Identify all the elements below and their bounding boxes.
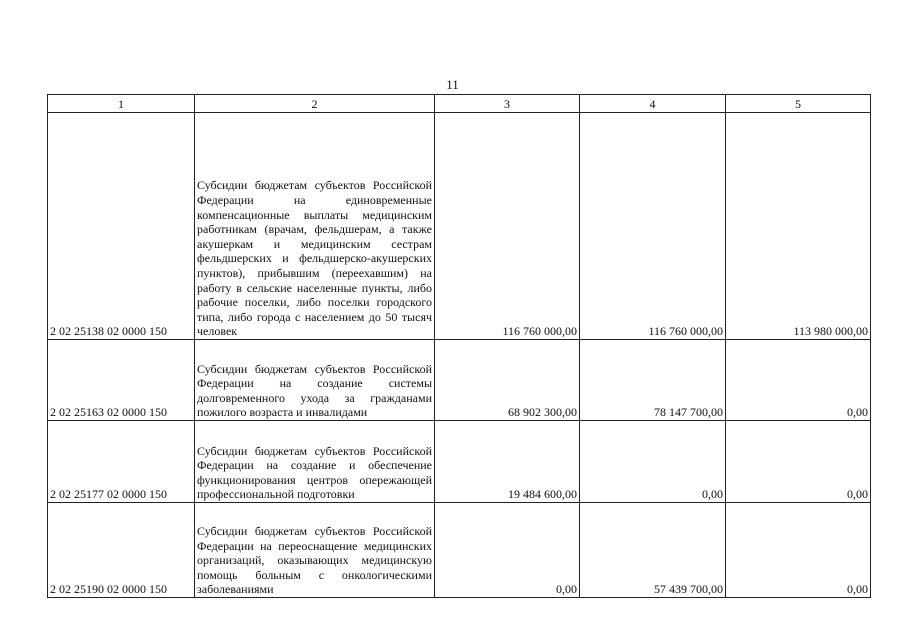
table-row [48,421,871,503]
row-value-col3: 0,00 [435,503,580,598]
row-value-col5: 0,00 [726,340,871,421]
row-code: 2 02 25177 02 0000 150 [48,421,195,503]
page-number: 11 [446,77,459,92]
column-header-2: 2 [195,95,435,113]
row-code: 2 02 25163 02 0000 150 [48,340,195,421]
row-code: 2 02 25190 02 0000 150 [48,503,195,598]
column-header-4: 4 [580,95,726,113]
row-value-col5: 113 980 000,00 [726,113,871,340]
row-description: Субсидии бюджетам субъектов Российской Федерации на создание и обеспечение функционирования центров опережающей профессиональной подготовки [195,421,435,503]
row-code: 2 02 25138 02 0000 150 [48,113,195,340]
row-value-col4: 78 147 700,00 [580,340,726,421]
table-row [48,113,871,340]
row-description: Субсидии бюджетам субъектов Российской Федерации на создание системы долговременного ухода за гражданами пожилого возраста и инвалидами [195,340,435,421]
row-value-col3: 68 902 300,00 [435,340,580,421]
row-description: Субсидии бюджетам субъектов Российской Федерации на переоснащение медицинских организаций, оказывающих медицинскую помощь больным с онкологическими заболеваниями [195,503,435,598]
column-header-1: 1 [48,95,195,113]
column-header-3: 3 [435,95,580,113]
row-value-col5: 0,00 [726,503,871,598]
row-value-col5: 0,00 [726,421,871,503]
row-value-col4: 116 760 000,00 [580,113,726,340]
column-header-5: 5 [726,95,871,113]
row-value-col3: 19 484 600,00 [435,421,580,503]
budget-table [47,94,871,598]
row-description: Субсидии бюджетам субъектов Российской Федерации на единовременные компенсационные выплаты медицинским работникам (врачам, фельдшерам, а также акушеркам и медицинским сестрам фельдшерских и фельдшерско-акушерских пунктов), прибывшим (переехавшим) на работу в сельские населенные пункты, либо рабочие поселки, либо поселки городского типа, либо города с населением до 50 тысяч человек [195,113,435,340]
row-value-col4: 0,00 [580,421,726,503]
row-value-col4: 57 439 700,00 [580,503,726,598]
row-value-col3: 116 760 000,00 [435,113,580,340]
table-row [48,503,871,598]
table-header-row [48,95,871,113]
table-row [48,340,871,421]
